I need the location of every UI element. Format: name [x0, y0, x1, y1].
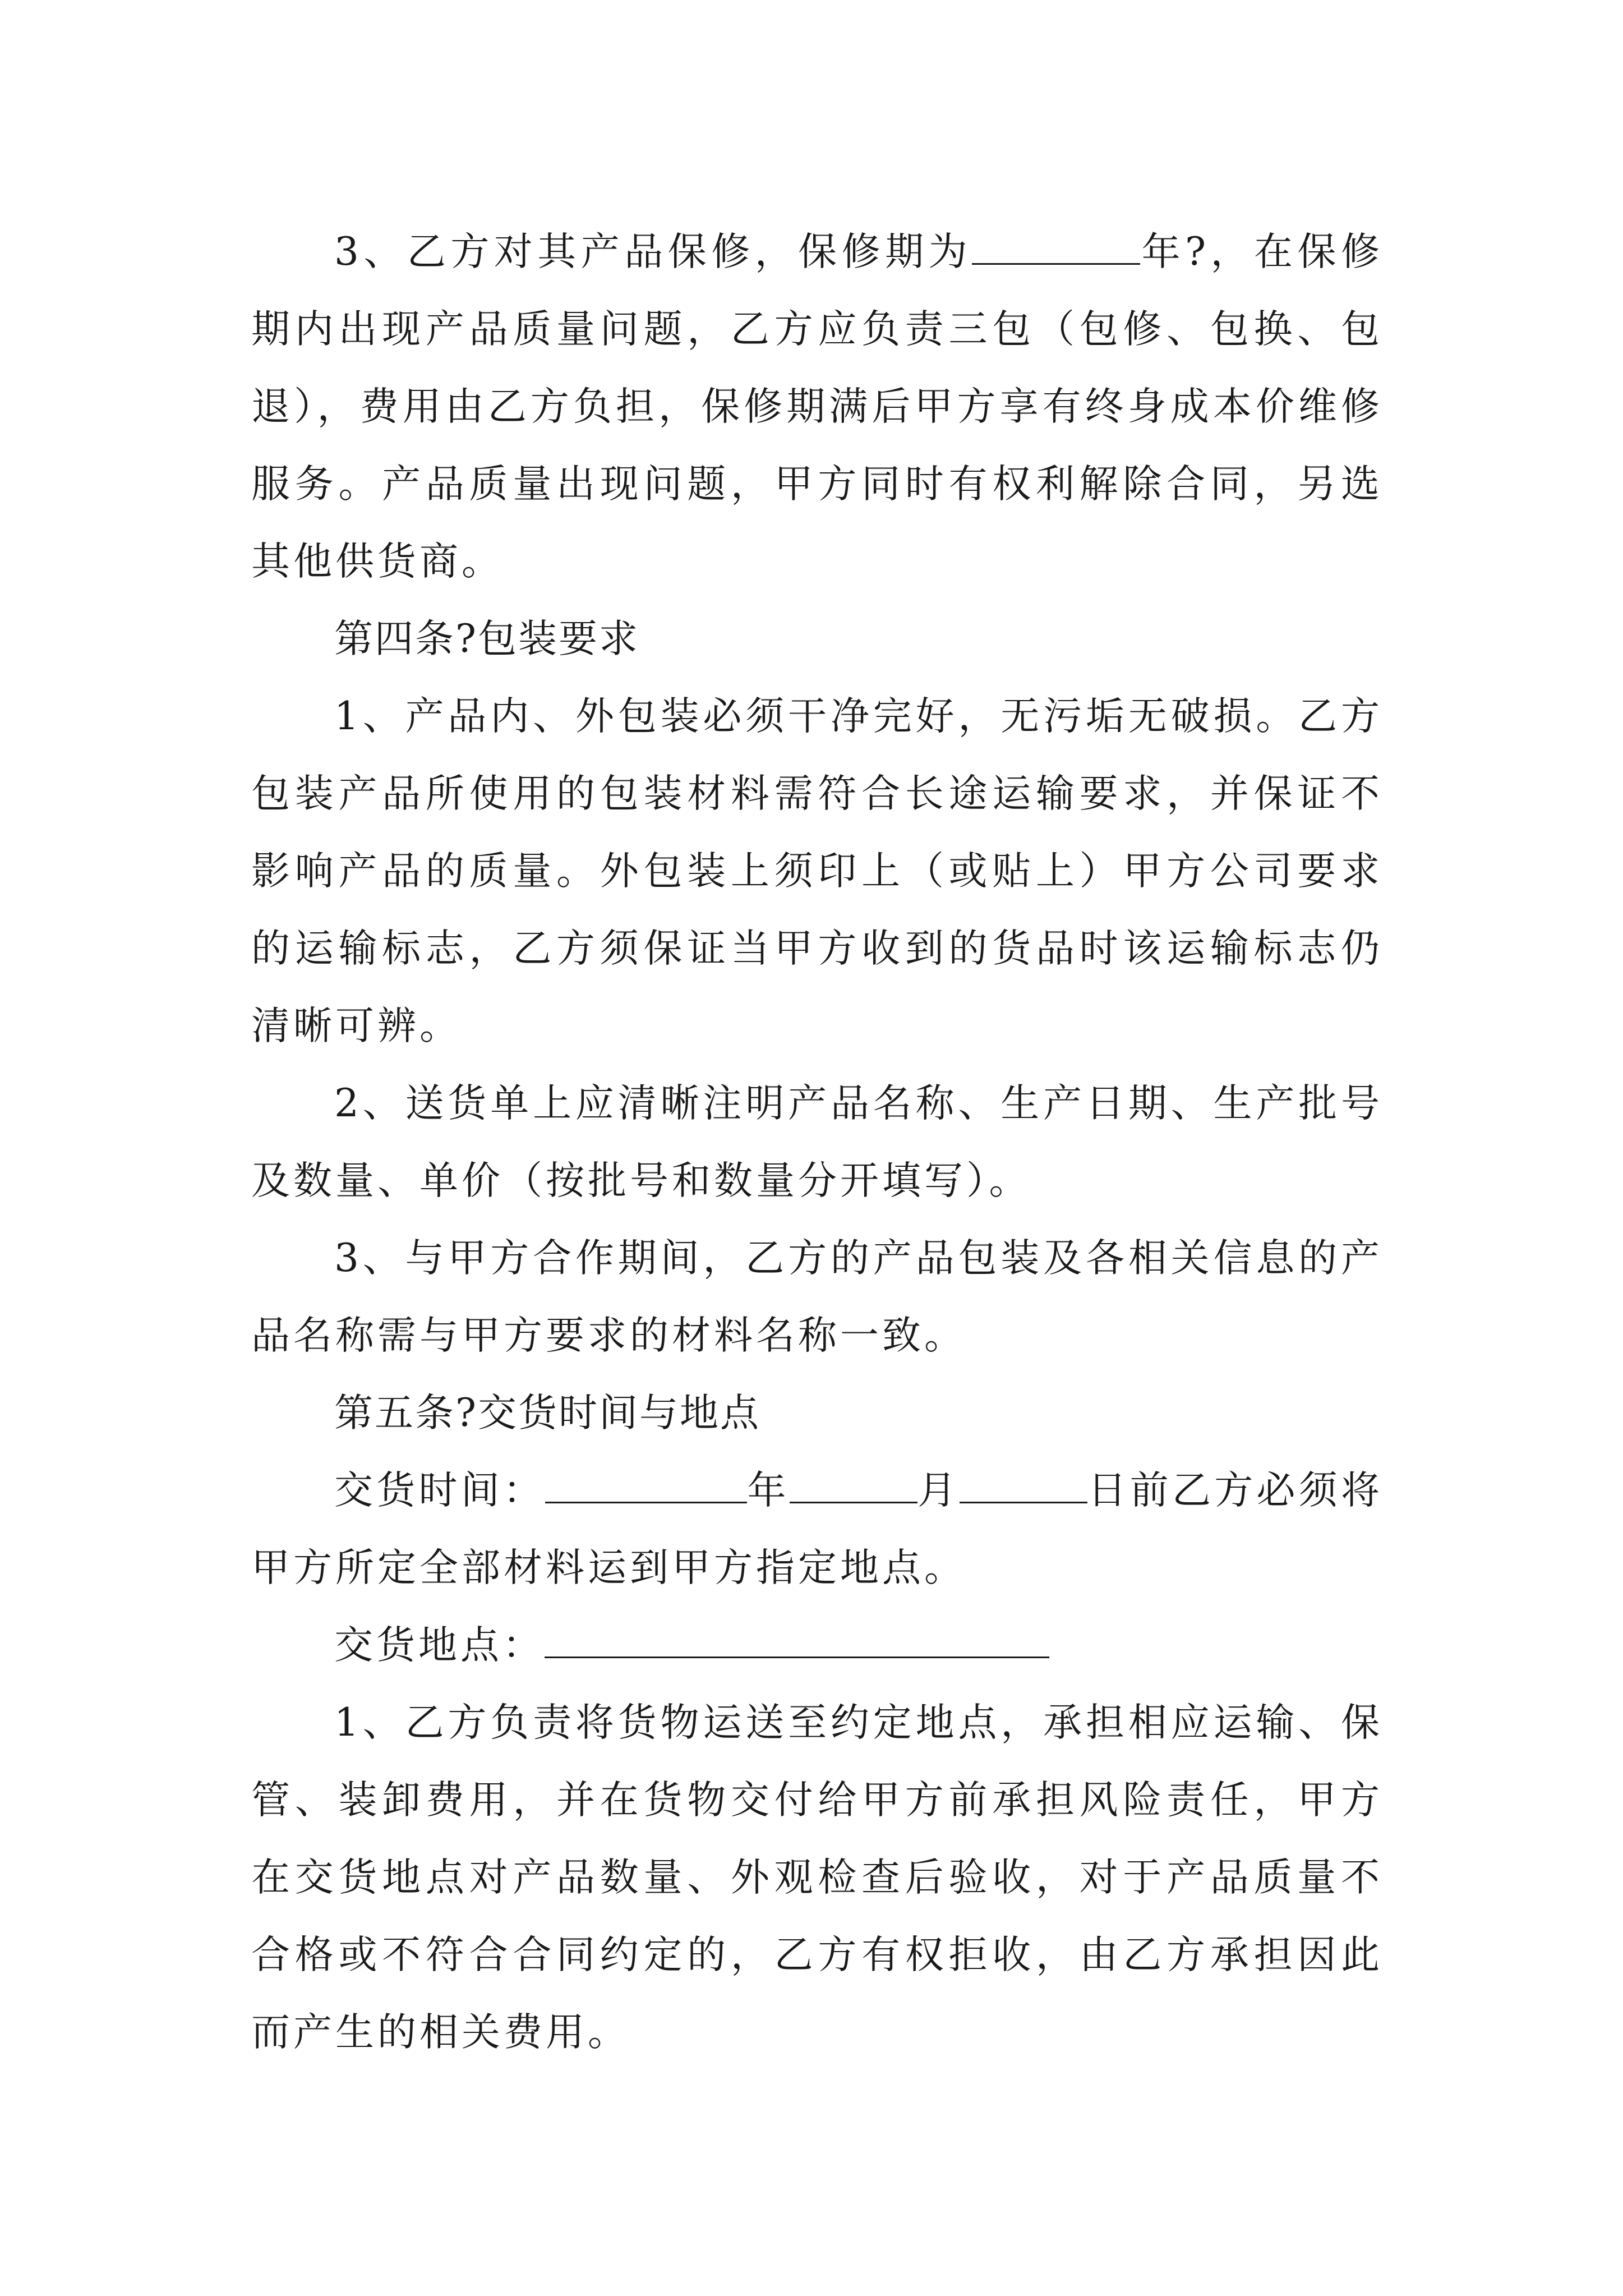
- packaging-clause-3: 3、与甲方合作期间，乙方的产品包装及各相关信息的产品名称需与甲方要求的材料名称一致。: [251, 1236, 1383, 1358]
- delivery-year-blank[interactable]: [545, 1468, 747, 1503]
- warranty-clause: [251, 213, 1383, 600]
- delivery-year-label: 年: [747, 1468, 790, 1513]
- delivery-time-clause: [251, 1452, 1383, 1607]
- packaging-clause-2: 2、送货单上应清晰注明产品名称、生产日期、生产批号及数量、单价（按批号和数量分开填写）。: [251, 1081, 1383, 1203]
- packaging-clause-1: 1、产品内、外包装必须干净完好，无污垢无破损。乙方包装产品所使用的包装材料需符合长途运输要求，并保证不影响产品的质量。外包装上须印上（或贴上）甲方公司要求的运输标志，乙方须保证当甲方收到的货品时该运输标志仍清晰可辨。: [251, 694, 1383, 1048]
- document-page: [251, 213, 1383, 2071]
- article-4-heading: 第四条?包装要求: [334, 616, 639, 661]
- warranty-clause-prefix: 3、乙方对其产品保修，保修期为: [334, 229, 972, 274]
- delivery-time-label: 交货时间：: [334, 1468, 546, 1513]
- delivery-day-blank[interactable]: [960, 1468, 1087, 1503]
- delivery-place-label: 交货地点：: [334, 1623, 545, 1668]
- warranty-clause-suffix: 年?，在保修期内出现产品质量问题，乙方应负责三包（包修、包换、包退），费用由乙方负担，保修期满后甲方享有终身成本价维修服务。产品质量出现问题，甲方同时有权利解除合同，另选其他供货商。: [251, 229, 1384, 584]
- delivery-month-blank[interactable]: [790, 1468, 917, 1503]
- warranty-years-blank[interactable]: [972, 229, 1140, 265]
- delivery-place-blank[interactable]: [545, 1623, 1049, 1658]
- delivery-place-clause: [251, 1607, 1383, 1684]
- delivery-time-suffix: 日前乙方必须将甲方所定全部材料运到甲方指定地点。: [251, 1468, 1383, 1590]
- delivery-month-label: 月: [917, 1468, 960, 1513]
- article-5-heading: 第五条?交货时间与地点: [334, 1391, 760, 1435]
- delivery-clause-1: 1、乙方负责将货物运送至约定地点，承担相应运输、保管、装卸费用，并在货物交付给甲方前承担风险责任，甲方在交货地点对产品数量、外观检查后验收，对于产品质量不合格或不符合合同约定的，乙方有权拒收，由乙方承担因此而产生的相关费用。: [251, 1700, 1383, 2055]
